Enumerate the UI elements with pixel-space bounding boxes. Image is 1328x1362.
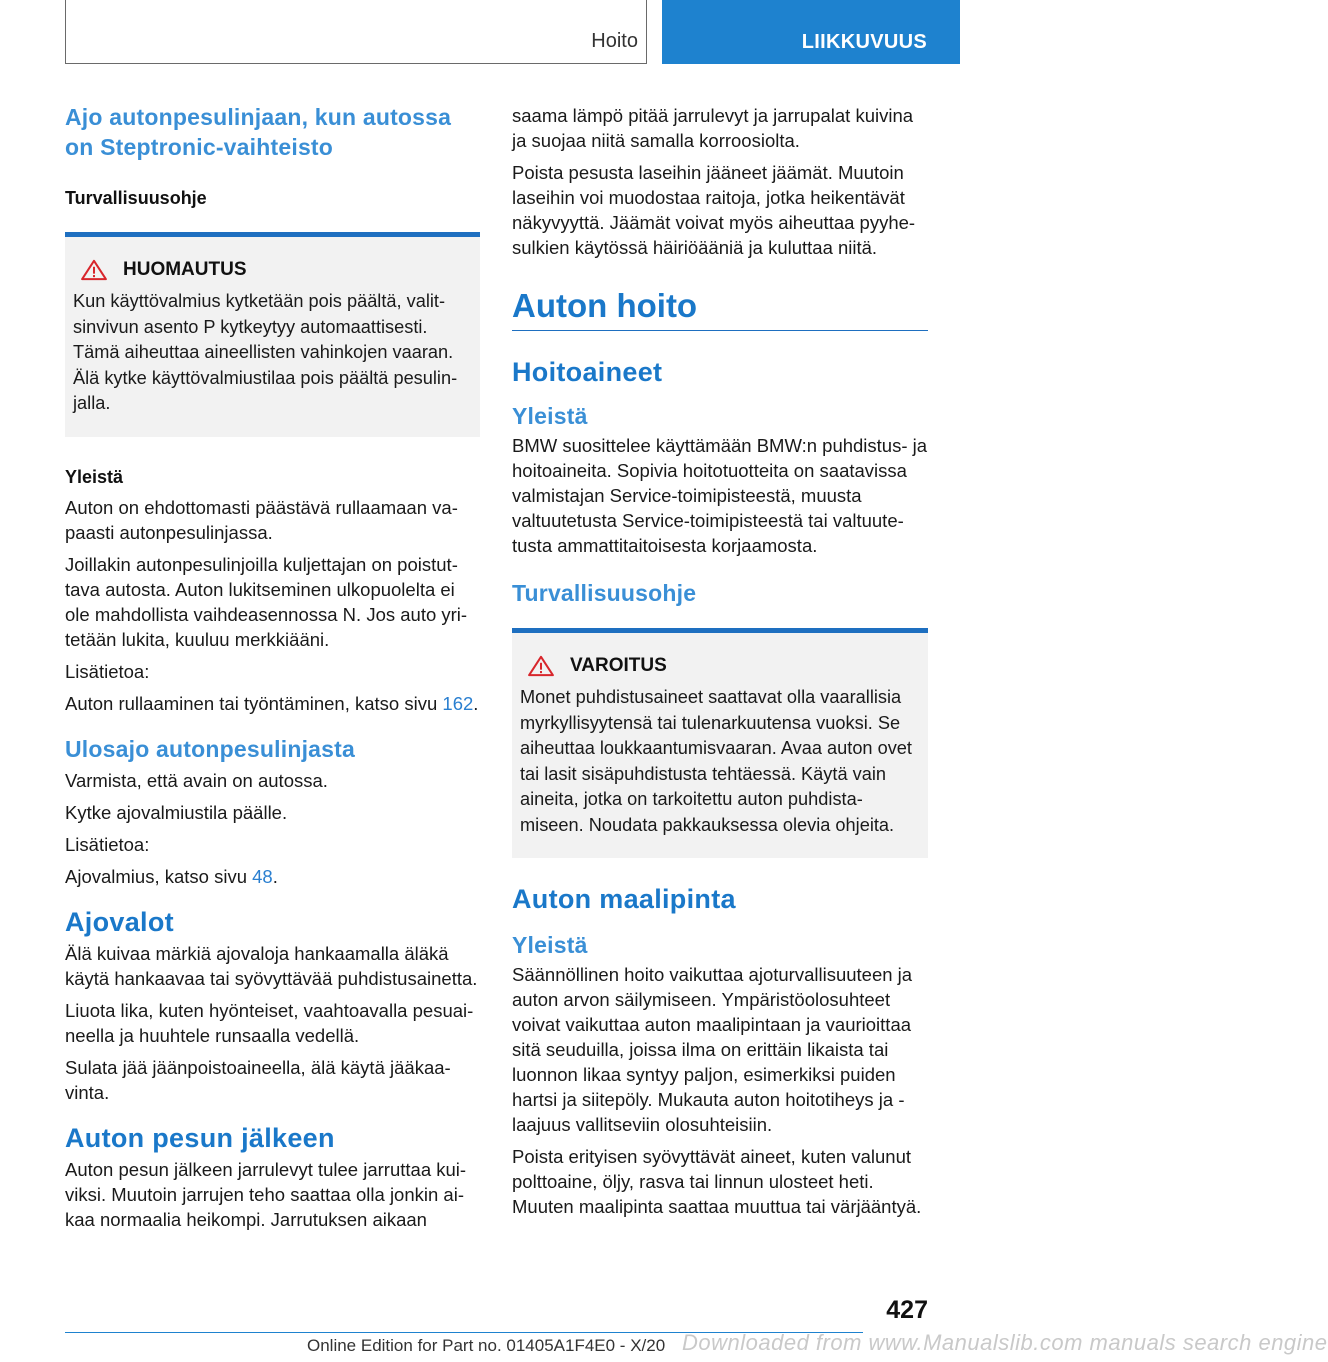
paragraph: saama lämpö pitää jarrulevyt ja jarrupalat kuivina ja suojaa niitä samalla korroosiolta. — [512, 105, 914, 151]
heading-maalipinta: Auton maalipinta — [512, 884, 736, 914]
paragraph: Poista pesusta laseihin jääneet jäämät. Muutoin laseihin voi muodostaa raitoja, jotka heikentävät näkyvyyttä. Jäämät voivat myös aiheuttaa pyyhesulkien käytössä häiriöääniä ja kuluttaa niitä. — [512, 162, 916, 258]
paragraph-text: Ajovalmius, katso sivu — [65, 865, 253, 887]
paragraph: Liuota lika, kuten hyönteiset, vaahtoavalla pesuaineella ja huuhtele runsaalla vedellä. — [65, 999, 474, 1046]
notice-box — [65, 232, 480, 437]
warning-box — [512, 628, 928, 858]
heading-after-wash: Auton pesun jälkeen — [65, 1122, 335, 1153]
heading-safety-left: Turvallisuusohje — [65, 188, 207, 208]
paragraph: Auton pesun jälkeen jarrulevyt tulee jarruttaa kuiviksi. Muutoin jarrujen teho saattaa olla jonkin aikaa normaalia heikompi. Jarrutuksen aikaan — [65, 1158, 467, 1230]
heading-steptronic: Ajo autonpesulinjaan, kun autossa on Steptronic-vaihteisto — [65, 104, 452, 160]
warning-title — [520, 655, 918, 677]
paragraph-text: Auton rullaaminen tai työntäminen, katso sivu — [65, 692, 443, 714]
warning-text: Monet puhdistusaineet saattavat olla vaarallisia myrkyllisyytensä tai tulenarkuutensa vuoksi. Se aiheuttaa loukkaantumisvaaran. Avaa auton ovet tai lasit sisäpuhdistusta tehtäessä. Käytä vain aineita, jotka on tarkoitettu auton puhdistamiseen. Noudata pakkauksessa olevia ohjeita. — [520, 687, 912, 835]
paragraph: BMW suosittelee käyttämään BMW:n puhdistus- ja hoitoaineita. Sopivia hoitotuotteita on saatavissa valmistajan Service-toimipisteestä, muusta valtuutetusta Service-toimipisteestä tai valtuutetusta ammattitaitoisesta korjaamosta. — [512, 435, 928, 556]
heading-underline — [512, 330, 928, 331]
header-chapter-tab: LIIKKUVUUS — [662, 0, 960, 64]
right-column — [512, 103, 928, 1219]
heading-hoitoaineet: Hoitoaineet — [512, 357, 663, 387]
paragraph: Lisätietoa: — [65, 660, 150, 682]
paragraph: Säännöllinen hoito vaikuttaa ajoturvallisuuteen ja auton arvon säilymiseen. Ympäristöolosuhteet voivat vaikuttaa auton maalipintaan ja vaurioittaa sitä seuduilla, joissa ilma on erittäin likaista tai luonnon likaa syntyy paljon, esimerkiksi puiden hartsi ja siitepöly. Mukauta auton hoitotiheys ja -laajuus vallitseviin olosuhteisiin. — [512, 964, 913, 1135]
page-link-48[interactable]: 48 — [252, 865, 273, 887]
paragraph: Sulata jää jäänpoistoaineella, älä käytä jääkaavinta. — [65, 1056, 451, 1103]
heading-general-right-2: Yleistä — [512, 932, 588, 958]
heading-general-left: Yleistä — [65, 466, 124, 487]
watermark: Downloaded from www.Manualslib.com manuals search engine — [682, 1330, 1328, 1355]
paragraph: Joillakin autonpesulinjoilla kuljettajan on poistuttava autosta. Auton lukitseminen ulkopuolelta ei ole mahdollista vaihdeasennossa N. Jos auto yritetään lukita, kuuluu merkkiääni. — [65, 553, 468, 650]
paragraph: Kytke ajovalmiustila päälle. — [65, 801, 288, 823]
left-column — [65, 100, 480, 1232]
warning-triangle-icon — [526, 655, 556, 677]
paragraph: Auton on ehdottomasti päästävä rullaamaan vapaasti autonpesulinjassa. — [65, 496, 458, 543]
paragraph-text: . — [473, 692, 479, 714]
heading-exit-wash: Ulosajo autonpesulinjasta — [65, 735, 355, 762]
heading-general-right: Yleistä — [512, 403, 588, 429]
header-section-title: Hoito — [591, 30, 638, 52]
page-link-162[interactable]: 162 — [442, 692, 474, 714]
paragraph: Varmista, että avain on autossa. — [65, 769, 328, 791]
paragraph-text: . — [272, 865, 278, 887]
warning-triangle-icon — [79, 259, 109, 281]
notice-title-label: HUOMAUTUS — [123, 259, 247, 280]
warning-title-label: VAROITUS — [570, 655, 667, 676]
paragraph: Lisätietoa: — [65, 833, 150, 855]
page-number: 427 — [886, 1296, 928, 1324]
paragraph-with-link — [65, 691, 480, 716]
footer-edition: Online Edition for Part no. 01405A1F4E0 - X/20 — [307, 1336, 666, 1355]
heading-headlights: Ajovalot — [65, 906, 174, 937]
paragraph-with-link — [65, 864, 480, 889]
notice-title — [73, 259, 470, 281]
paragraph: Poista erityisen syövyttävät aineet, kuten valunut polttoaine, öljy, rasva tai linnun ulosteet heti. Muuten maalipinta saattaa muuttua tai värjääntyä. — [512, 1146, 922, 1217]
heading-auton-hoito: Auton hoito — [512, 287, 698, 324]
notice-text: Kun käyttövalmius kytketään pois päältä, valitsinvivun asento P kytkeytyy automaattisesti. Tämä aiheuttaa aineellisten vahinkojen vaaran. Älä kytke käyttövalmiustilaa pois päältä pesulinjalla. — [73, 291, 458, 413]
heading-safety-right: Turvallisuusohje — [512, 580, 697, 606]
paragraph: Älä kuivaa märkiä ajovaloja hankaamalla äläkä käytä hankaavaa tai syövyttävää puhdistusainetta. — [65, 942, 478, 989]
